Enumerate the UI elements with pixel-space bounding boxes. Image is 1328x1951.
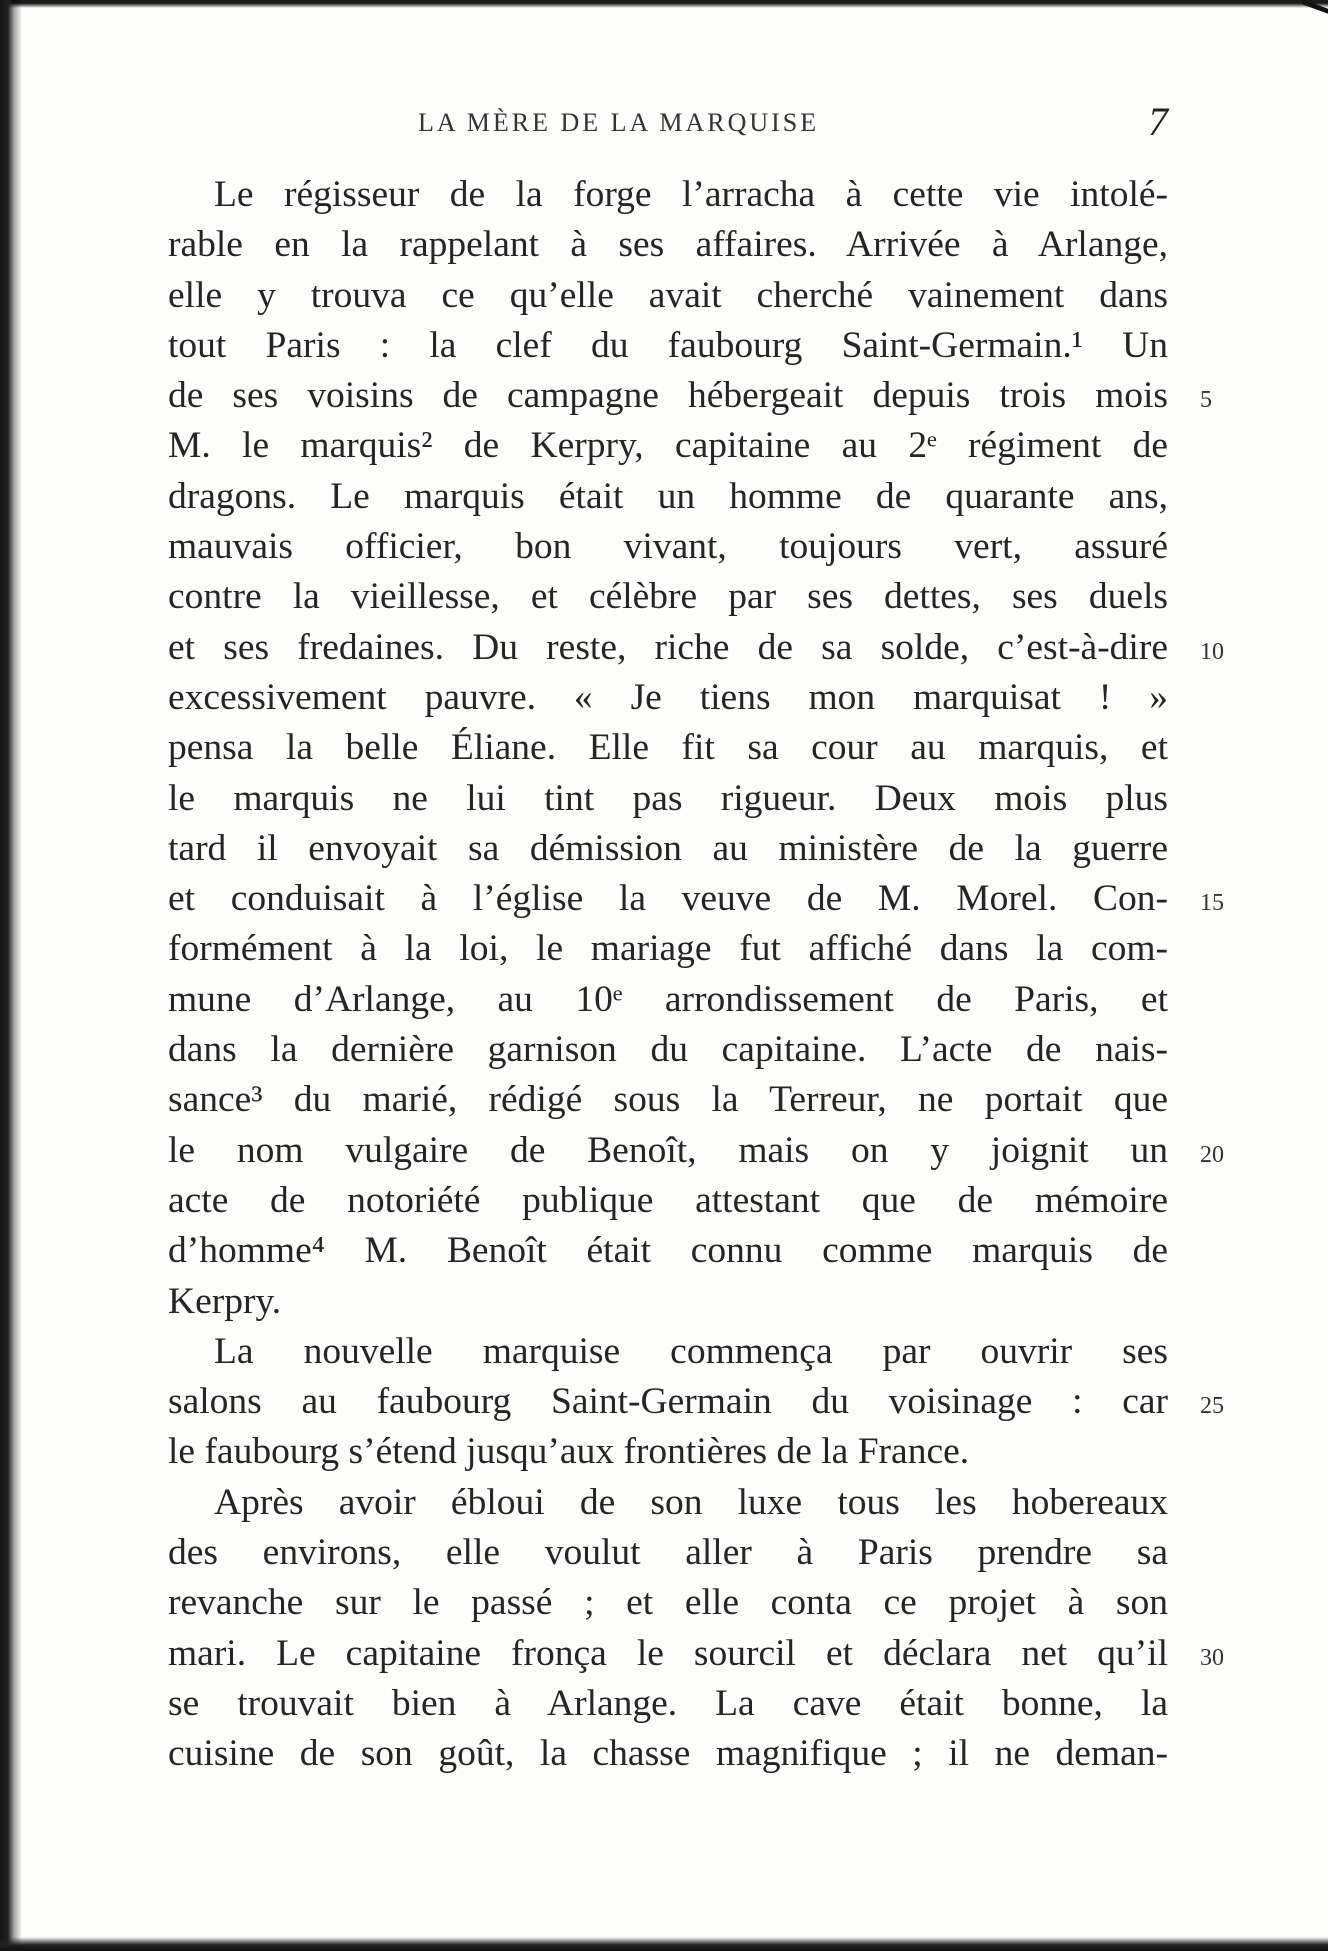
page-number: 7 [1148, 99, 1168, 144]
text-line [168, 220, 1168, 270]
text-line [168, 170, 1168, 220]
text-line-content: Le régisseur de la forge l’arracha à cette vie intolé- [214, 174, 1168, 215]
text-line-content: mune d’Arlange, au 10ᵉ arrondissement de Paris, et [168, 978, 1168, 1020]
scan-edge-left [0, 0, 22, 1951]
text-line-content: salons au faubourg Saint-Germain du voisinage : car [168, 1381, 1168, 1423]
text-line [168, 1578, 1168, 1628]
text-line-content: La nouvelle marquise commença par ouvrir ses [214, 1330, 1168, 1372]
running-title: LA MÈRE DE LA MARQUISE [418, 108, 820, 137]
text-line-content: dragons. Le marquis était un homme de quarante ans, [168, 475, 1168, 517]
text-line-content: des environs, elle voulut aller à Paris prendre sa [168, 1532, 1168, 1574]
text-line-content: revanche sur le passé ; et elle conta ce projet à son [168, 1582, 1168, 1624]
text-line [168, 673, 1168, 723]
text-line [168, 472, 1168, 522]
text-line [168, 572, 1168, 622]
text-line [168, 824, 1168, 874]
scan-edge-top [0, 0, 1328, 8]
text-line-content: rable en la rappelant à ses affaires. Arrivée à Arlange, [168, 224, 1168, 266]
text-line [168, 1427, 1168, 1477]
text-line [168, 1478, 1168, 1528]
text-line-content: contre la vieillesse, et célèbre par ses dettes, ses duels [168, 576, 1168, 618]
text-line-content: tard il envoyait sa démission au ministère de la guerre [168, 827, 1168, 869]
running-head [168, 99, 1168, 146]
text-line-content: tout Paris : la clef du faubourg Saint-Germain.¹ Un [168, 324, 1168, 366]
body-text [168, 170, 1224, 1780]
scan-edge-bottom [0, 1937, 1328, 1951]
text-line-content: excessivement pauvre. « Je tiens mon marquisat ! » [168, 676, 1168, 718]
text-line-content: le faubourg s’étend jusqu’aux frontières de la France. [168, 1431, 970, 1473]
text-line-content: formément à la loi, le mariage fut affiché dans la com- [168, 928, 1168, 970]
text-line [168, 522, 1168, 572]
text-line-content: le marquis ne lui tint pas rigueur. Deux mois plus [168, 777, 1168, 819]
text-line-content: d’homme⁴ M. Benoît était connu comme marquis de [168, 1230, 1168, 1272]
text-line-content: Kerpry. [168, 1280, 282, 1322]
text-line-content: cuisine de son goût, la chasse magnifique ; il ne deman- [168, 1733, 1168, 1775]
margin-line-number: 20 [1200, 1141, 1224, 1168]
text-line-content: elle y trouva ce qu’elle avait cherché vainement dans [168, 274, 1168, 316]
text-line-content: acte de notoriété publique attestant que de mémoire [168, 1179, 1168, 1221]
text-line [168, 1025, 1168, 1075]
text-line-content: mauvais officier, bon vivant, toujours vert, assuré [168, 526, 1168, 568]
text-line-content: pensa la belle Éliane. Elle fit sa cour au marquis, et [168, 727, 1168, 769]
text-line-content: le nom vulgaire de Benoît, mais on y joignit un [168, 1129, 1168, 1171]
text-line-content: de ses voisins de campagne hébergeait depuis trois mois [168, 375, 1168, 417]
text-line-content: M. le marquis² de Kerpry, capitaine au 2ᵉ régiment de [168, 425, 1168, 467]
text-line [168, 271, 1168, 321]
text-line-content: mari. Le capitaine fronça le sourcil et déclara net qu’il [168, 1632, 1168, 1674]
text-line [168, 1126, 1224, 1176]
text-line-content: se trouvait bien à Arlange. La cave était bonne, la [168, 1682, 1168, 1724]
text-line-content: Après avoir ébloui de son luxe tous les hobereaux [214, 1481, 1168, 1523]
text-line [168, 1528, 1168, 1578]
text-line-content: sance³ du marié, rédigé sous la Terreur, ne portait que [168, 1079, 1168, 1121]
text-line-content: et ses fredaines. Du reste, riche de sa solde, c’est-à-dire [168, 626, 1168, 668]
text-line [168, 975, 1168, 1025]
text-line [168, 1226, 1168, 1276]
text-line [168, 371, 1212, 421]
text-line [168, 1377, 1224, 1427]
text-line [168, 1075, 1168, 1125]
text-line [168, 874, 1224, 924]
margin-line-number: 25 [1200, 1393, 1224, 1420]
text-line [168, 774, 1168, 824]
text-line [168, 1277, 1168, 1327]
margin-line-number: 5 [1200, 387, 1212, 414]
text-line-content: dans la dernière garnison du capitaine. L’acte de nais- [168, 1029, 1168, 1071]
text-line [168, 1629, 1224, 1679]
margin-line-number: 30 [1200, 1644, 1224, 1671]
text-line [168, 1327, 1168, 1377]
text-line [168, 924, 1168, 974]
text-line [168, 723, 1168, 773]
margin-line-number: 15 [1200, 890, 1224, 917]
margin-line-number: 10 [1200, 638, 1224, 665]
text-line [168, 1176, 1168, 1226]
text-line [168, 1729, 1168, 1779]
text-line [168, 321, 1168, 371]
text-line [168, 623, 1224, 673]
text-line [168, 1679, 1168, 1729]
text-line [168, 421, 1168, 471]
text-line-content: et conduisait à l’église la veuve de M. Morel. Con- [168, 878, 1168, 920]
